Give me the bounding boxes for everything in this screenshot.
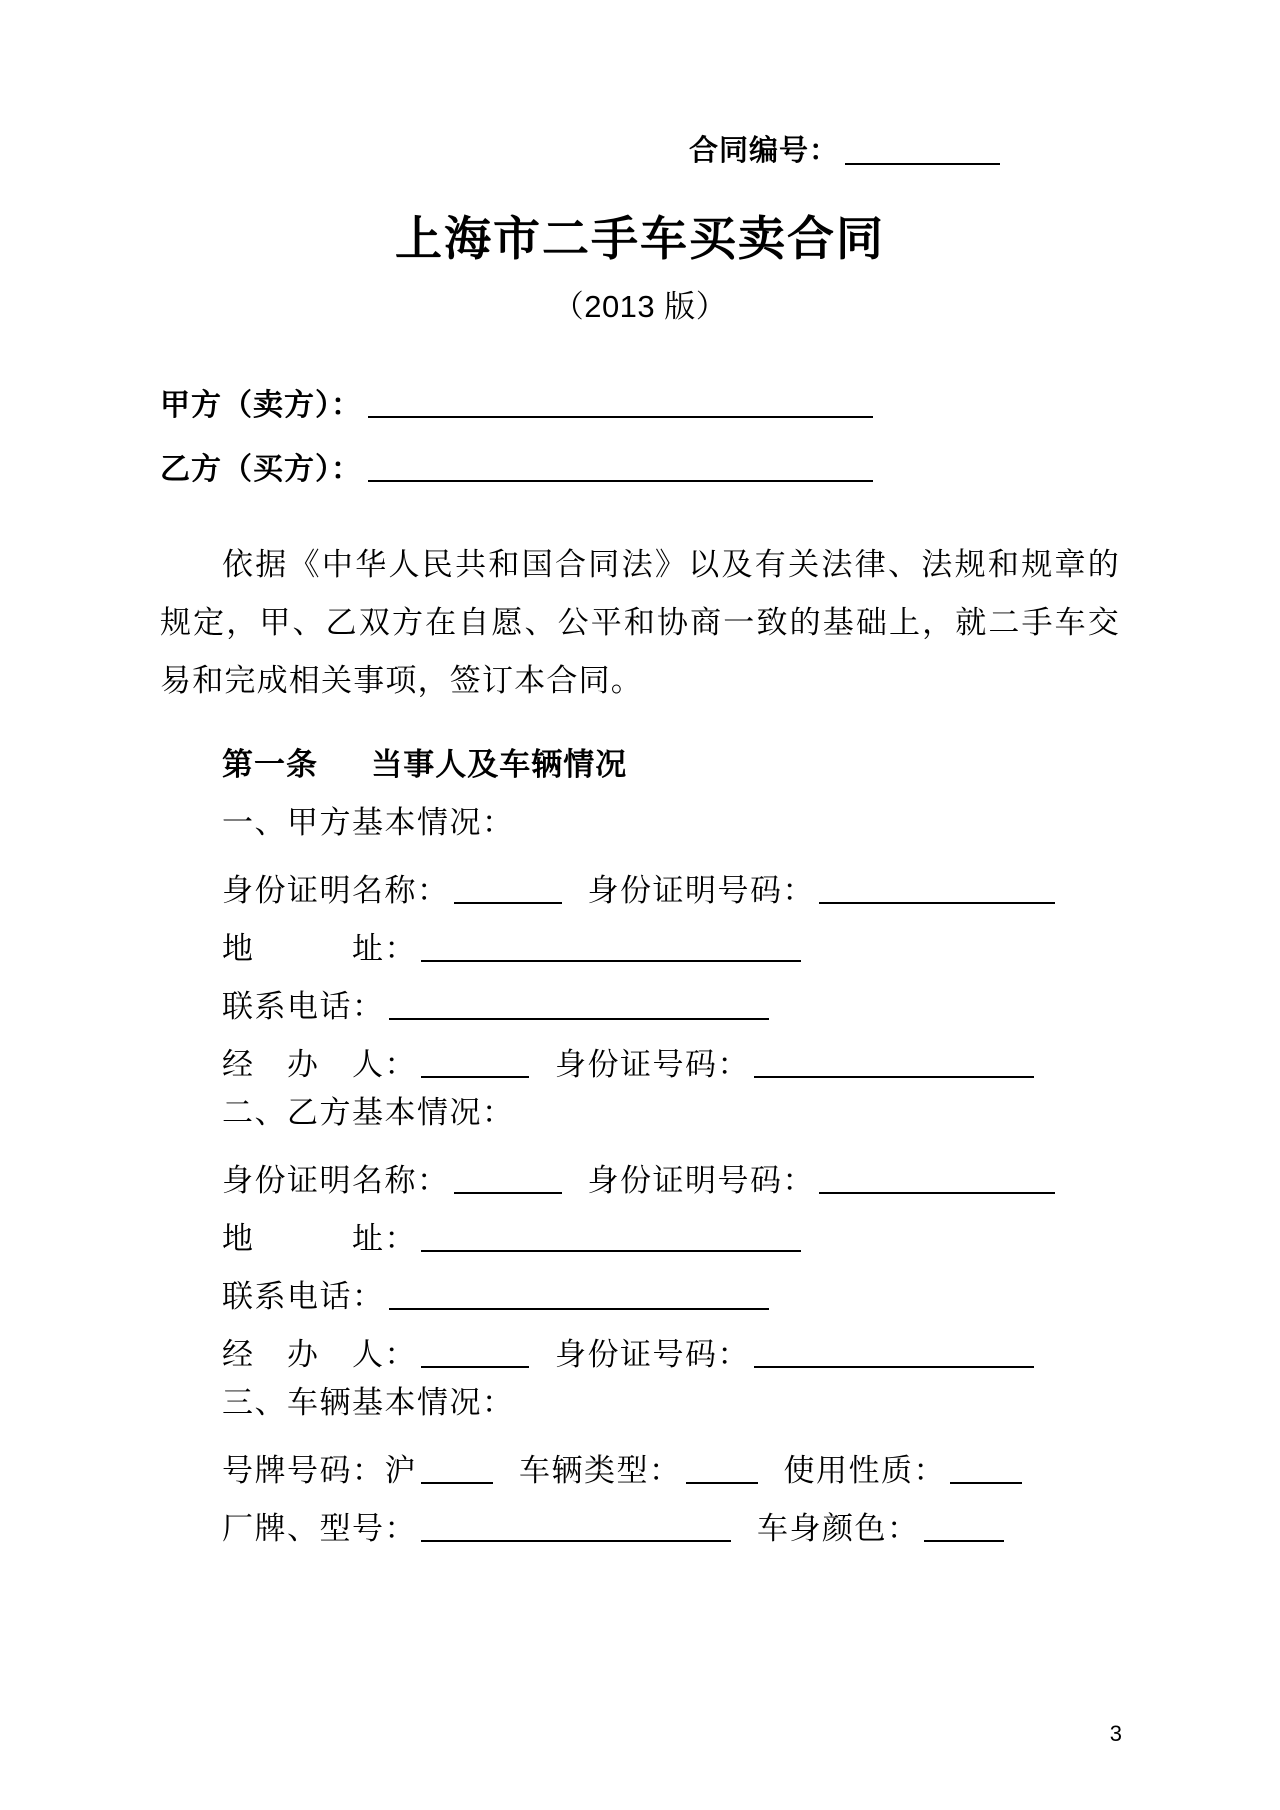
seller-phone-label: 联系电话： [222,989,385,1025]
buyer-agent-id-label: 身份证号码： [555,1337,750,1373]
contract-number-label: 合同编号： [688,135,839,167]
body-color-label: 车身颜色： [757,1511,920,1547]
buyer-agent-id-blank[interactable] [754,1365,1034,1368]
vehicle-brand-row [222,1490,1120,1548]
seller-id-number-blank[interactable] [819,901,1055,904]
plate-number-label: 号牌号码：沪 [222,1453,417,1489]
buyer-party-blank[interactable] [368,479,873,482]
seller-party-row [160,382,1120,424]
buyer-agent-row [222,1316,1120,1374]
buyer-phone-row [222,1258,1120,1316]
vehicle-plate-row [222,1432,1120,1490]
seller-id-name-blank[interactable] [454,901,562,904]
page-number: 3 [1109,1721,1122,1746]
article-number: 第一条 [222,747,318,783]
seller-agent-id-label: 身份证号码： [555,1047,750,1083]
seller-agent-row [222,1026,1120,1084]
seller-phone-row [222,968,1120,1026]
page-subtitle: （2013 版） [552,289,728,325]
vehicle-type-blank[interactable] [686,1481,758,1484]
buyer-id-name-label: 身份证明名称： [222,1163,450,1199]
seller-address-row [222,910,1120,968]
brand-model-blank[interactable] [421,1539,731,1542]
seller-id-name-label: 身份证明名称： [222,873,450,909]
seller-party-blank[interactable] [368,415,873,418]
seller-section-heading: 一、甲方基本情况： [222,805,515,841]
seller-id-number-label: 身份证明号码： [587,873,815,909]
buyer-id-number-blank[interactable] [819,1191,1055,1194]
seller-id-row [222,852,1120,910]
seller-phone-blank[interactable] [389,1017,769,1020]
seller-agent-blank[interactable] [421,1075,529,1078]
buyer-id-number-label: 身份证明号码： [587,1163,815,1199]
buyer-party-label: 乙方（买方）： [160,453,362,487]
contract-number-blank[interactable] [845,162,1000,165]
buyer-section-heading: 二、乙方基本情况： [222,1095,515,1131]
contract-number-row [160,0,1120,169]
buyer-phone-label: 联系电话： [222,1279,385,1315]
plate-number-blank[interactable] [421,1481,493,1484]
seller-party-label: 甲方（卖方）： [160,389,362,423]
usage-blank[interactable] [950,1481,1022,1484]
buyer-address-blank[interactable] [421,1249,801,1252]
preamble-paragraph: 依据《中华人民共和国合同法》以及有关法律、法规和规章的规定，甲、乙双方在自愿、公平和协商一致的基础上，就二手车交易和完成相关事项，签订本合同。 [160,547,1120,699]
buyer-address-row [222,1200,1120,1258]
usage-label: 使用性质： [783,1453,946,1489]
buyer-phone-blank[interactable] [389,1307,769,1310]
seller-agent-id-blank[interactable] [754,1075,1034,1078]
body-color-blank[interactable] [924,1539,1004,1542]
article-heading [222,736,1120,794]
seller-address-label: 地 址： [222,931,417,967]
brand-model-label: 厂牌、型号： [222,1511,417,1547]
seller-agent-label: 经 办 人： [222,1047,417,1083]
buyer-agent-label: 经 办 人： [222,1337,417,1373]
buyer-id-row [222,1142,1120,1200]
parties-block [160,382,1120,488]
article-title: 当事人及车辆情况 [371,747,628,783]
seller-address-blank[interactable] [421,959,801,962]
buyer-id-name-blank[interactable] [454,1191,562,1194]
buyer-agent-blank[interactable] [421,1365,529,1368]
buyer-address-label: 地 址： [222,1221,417,1257]
page-title: 上海市二手车买卖合同 [395,212,885,265]
vehicle-section-heading: 三、车辆基本情况： [222,1385,515,1421]
buyer-party-row [160,446,1120,488]
vehicle-type-label: 车辆类型： [519,1453,682,1489]
